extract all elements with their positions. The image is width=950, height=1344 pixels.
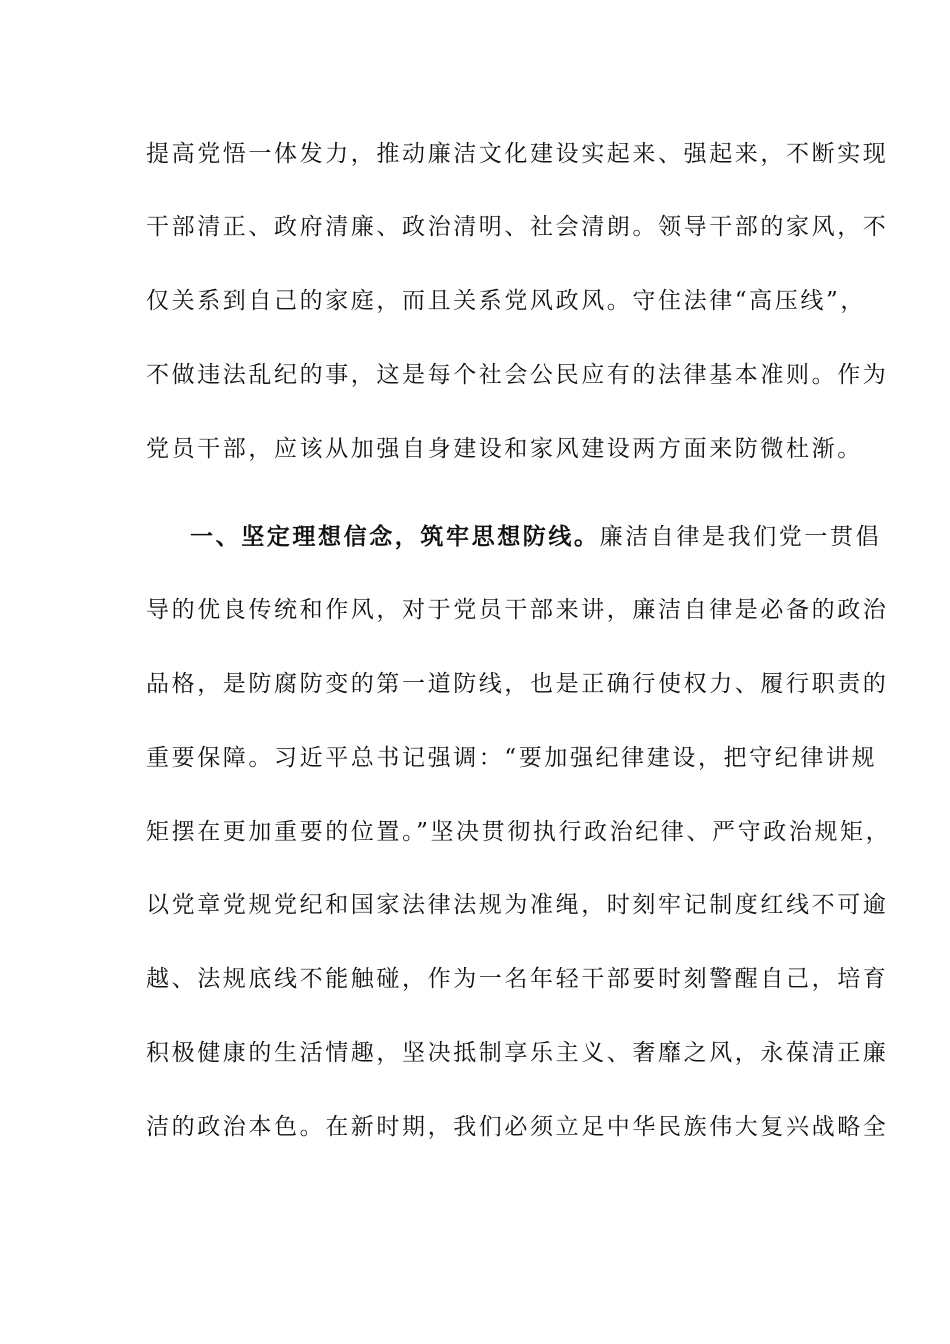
paragraph-1-line-2: 干部清正、政府清廉、政治清明、社会清朗。领导干部的家风，不 [146, 214, 889, 240]
paragraph-1-line-1: 提高党悟一体发力，推动廉洁文化建设实起来、强起来，不断实现 [146, 141, 889, 167]
paragraph-2-line-9: 洁的政治本色。在新时期，我们必须立足中华民族伟大复兴战略全 [146, 1114, 889, 1140]
paragraph-2-line-4: 重要保障。习近平总书记强调：“要加强纪律建设，把守纪律讲规 [146, 745, 878, 771]
paragraph-2-line-3: 品格，是防腐防变的第一道防线，也是正确行使权力、履行职责的 [146, 671, 889, 697]
paragraph-2-line-7: 越、法规底线不能触碰，作为一名年轻干部要时刻警醒自己，培育 [146, 966, 889, 992]
paragraph-1-line-4: 不做违法乱纪的事，这是每个社会公民应有的法律基本准则。作为 [146, 362, 889, 388]
section-heading: 一、坚定理想信念，筑牢思想防线。 [190, 523, 600, 550]
paragraph-2-first-line [190, 517, 882, 557]
paragraph-2-line-2: 导的优良传统和作风，对于党员干部来讲，廉洁自律是必备的政治 [146, 597, 889, 623]
paragraph-2-line-5: 矩摆在更加重要的位置。”坚决贯彻执行政治纪律、严守政治规矩， [146, 819, 892, 845]
paragraph-2-line-8: 积极健康的生活情趣，坚决抵制享乐主义、奢靡之风，永葆清正廉 [146, 1040, 889, 1066]
paragraph-2-first-line-text: 廉洁自律是我们党一贯倡 [599, 524, 882, 550]
paragraph-1-line-5: 党员干部，应该从加强自身建设和家风建设两方面来防微杜渐。 [146, 436, 863, 462]
paragraph-2-line-6: 以党章党规党纪和国家法律法规为准绳，时刻牢记制度红线不可逾 [146, 892, 889, 918]
paragraph-1-line-3: 仅关系到自己的家庭，而且关系党风政风。守住法律“高压线”， [146, 288, 866, 314]
